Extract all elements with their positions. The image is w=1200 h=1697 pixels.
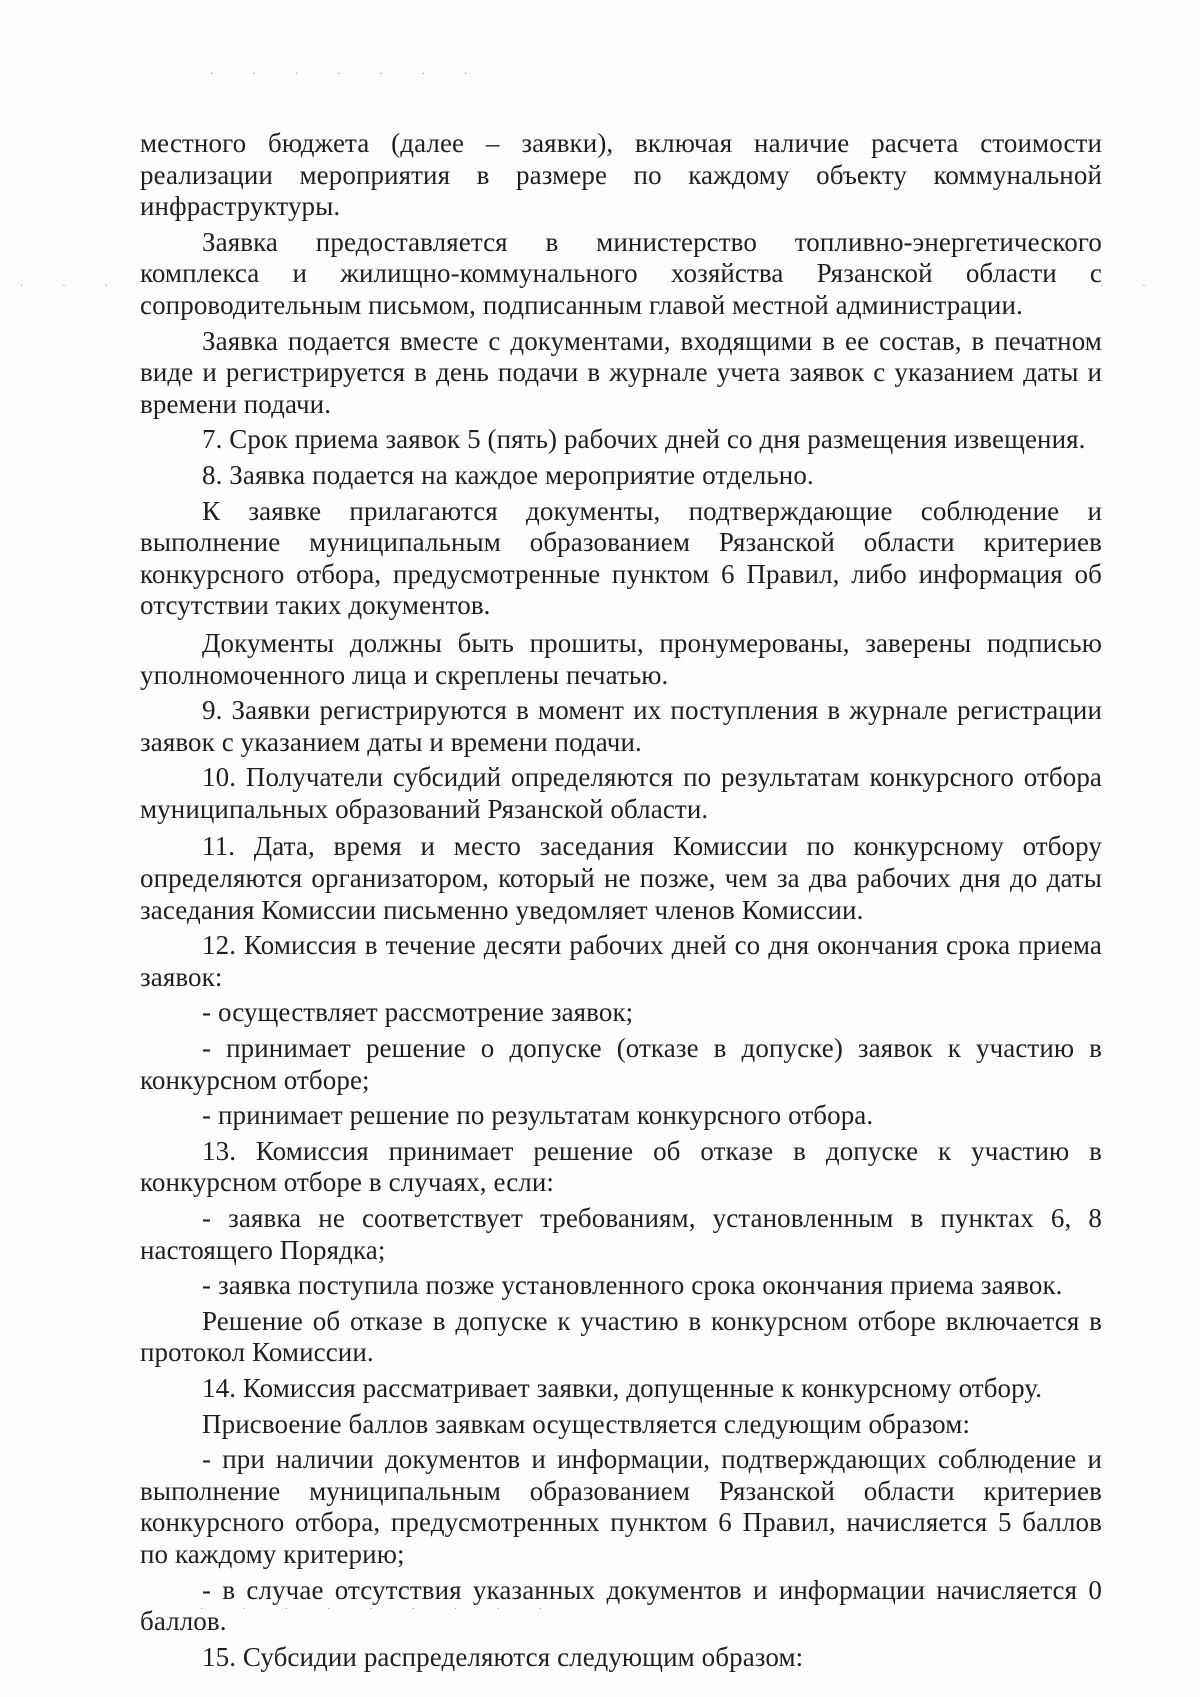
- list-item: - в случае отсутствия указанных документов и информации начисляется 0 баллов.: [140, 1574, 1102, 1637]
- paragraph: 10. Получатели субсидий определяются по результатам конкурсного отбора муниципальных образований Рязанской области.: [140, 762, 1102, 824]
- list-item: - принимает решение о допуске (отказе в допуске) заявок к участию в конкурсном отборе;: [140, 1033, 1102, 1095]
- paragraph: 11. Дата, время и место заседания Комиссии по конкурсному отбору определяются организатором, который не позже, чем за два рабочих дня до даты заседания Комиссии письменно уведомляет членов Комиссии.: [140, 831, 1102, 925]
- list-item: - заявка не соответствует требованиям, установленным в пунктах 6, 8 настоящего Порядка;: [140, 1203, 1102, 1265]
- paragraph: местного бюджета (далее – заявки), включая наличие расчета стоимости реализации мероприятия в размере по каждому объекту коммунальной инфраструктуры.: [140, 128, 1102, 222]
- list-item: - принимает решение по результатам конкурсного отбора.: [202, 1100, 874, 1131]
- paragraph: Решение об отказе в допуске к участию в конкурсном отборе включается в протокол Комиссии.: [140, 1305, 1102, 1368]
- scan-noise-bottom: · · · · · · · · ·: [200, 1604, 561, 1615]
- paragraph: 15. Субсидии распределяются следующим образом:: [202, 1641, 804, 1672]
- scan-noise-left: · · ·: [20, 281, 126, 292]
- list-item: - осуществляет рассмотрение заявок;: [202, 997, 634, 1028]
- list-item: - при наличии документов и информации, подтверждающих соблюдение и выполнение муниципальным образованием Рязанской области критериев конкурсного отбора, предусмотренных пунктом 6 Правил, начисляется 5 баллов по каждому критерию;: [140, 1444, 1102, 1569]
- paragraph: 8. Заявка подается на каждое мероприятие отдельно.: [202, 459, 814, 490]
- paragraph: 13. Комиссия принимает решение об отказе в допуске к участию в конкурсном отборе в случаях, если:: [140, 1135, 1102, 1198]
- paragraph: Документы должны быть прошиты, пронумерованы, заверены подписью уполномоченного лица и скреплены печатью.: [140, 627, 1102, 690]
- scan-noise-top: · · · · · · ·: [210, 69, 486, 80]
- paragraph: 9. Заявки регистрируются в момент их поступления в журнале регистрации заявок с указанием даты и времени подачи.: [140, 695, 1102, 757]
- paragraph: 12. Комиссия в течение десяти рабочих дней со дня окончания срока приема заявок:: [140, 930, 1102, 992]
- paragraph: Присвоение баллов заявкам осуществляется следующим образом:: [202, 1408, 971, 1439]
- paragraph: Заявка подается вместе с документами, входящими в ее состав, в печатном виде и регистрируется в день подачи в журнале учета заявок с указанием даты и времени подачи.: [140, 325, 1102, 419]
- paragraph: 7. Срок приема заявок 5 (пять) рабочих дней со дня размещения извещения.: [202, 424, 1086, 455]
- list-item: - заявка поступила позже установленного срока окончания приема заявок.: [202, 1270, 1063, 1301]
- scan-noise-right: · ·: [1100, 281, 1164, 292]
- paragraph: 14. Комиссия рассматривает заявки, допущенные к конкурсному отбору.: [202, 1372, 1043, 1403]
- paragraph: Заявка предоставляется в министерство топливно-энергетического комплекса и жилищно-коммунального хозяйства Рязанской области с сопроводительным письмом, подписанным главой местной администрации.: [140, 226, 1102, 320]
- paragraph: К заявке прилагаются документы, подтверждающие соблюдение и выполнение муниципальным образованием Рязанской области критериев конкурсного отбора, предусмотренные пунктом 6 Правил, либо информация об отсутствии таких документов.: [140, 495, 1102, 621]
- document-body: [140, 128, 1102, 1673]
